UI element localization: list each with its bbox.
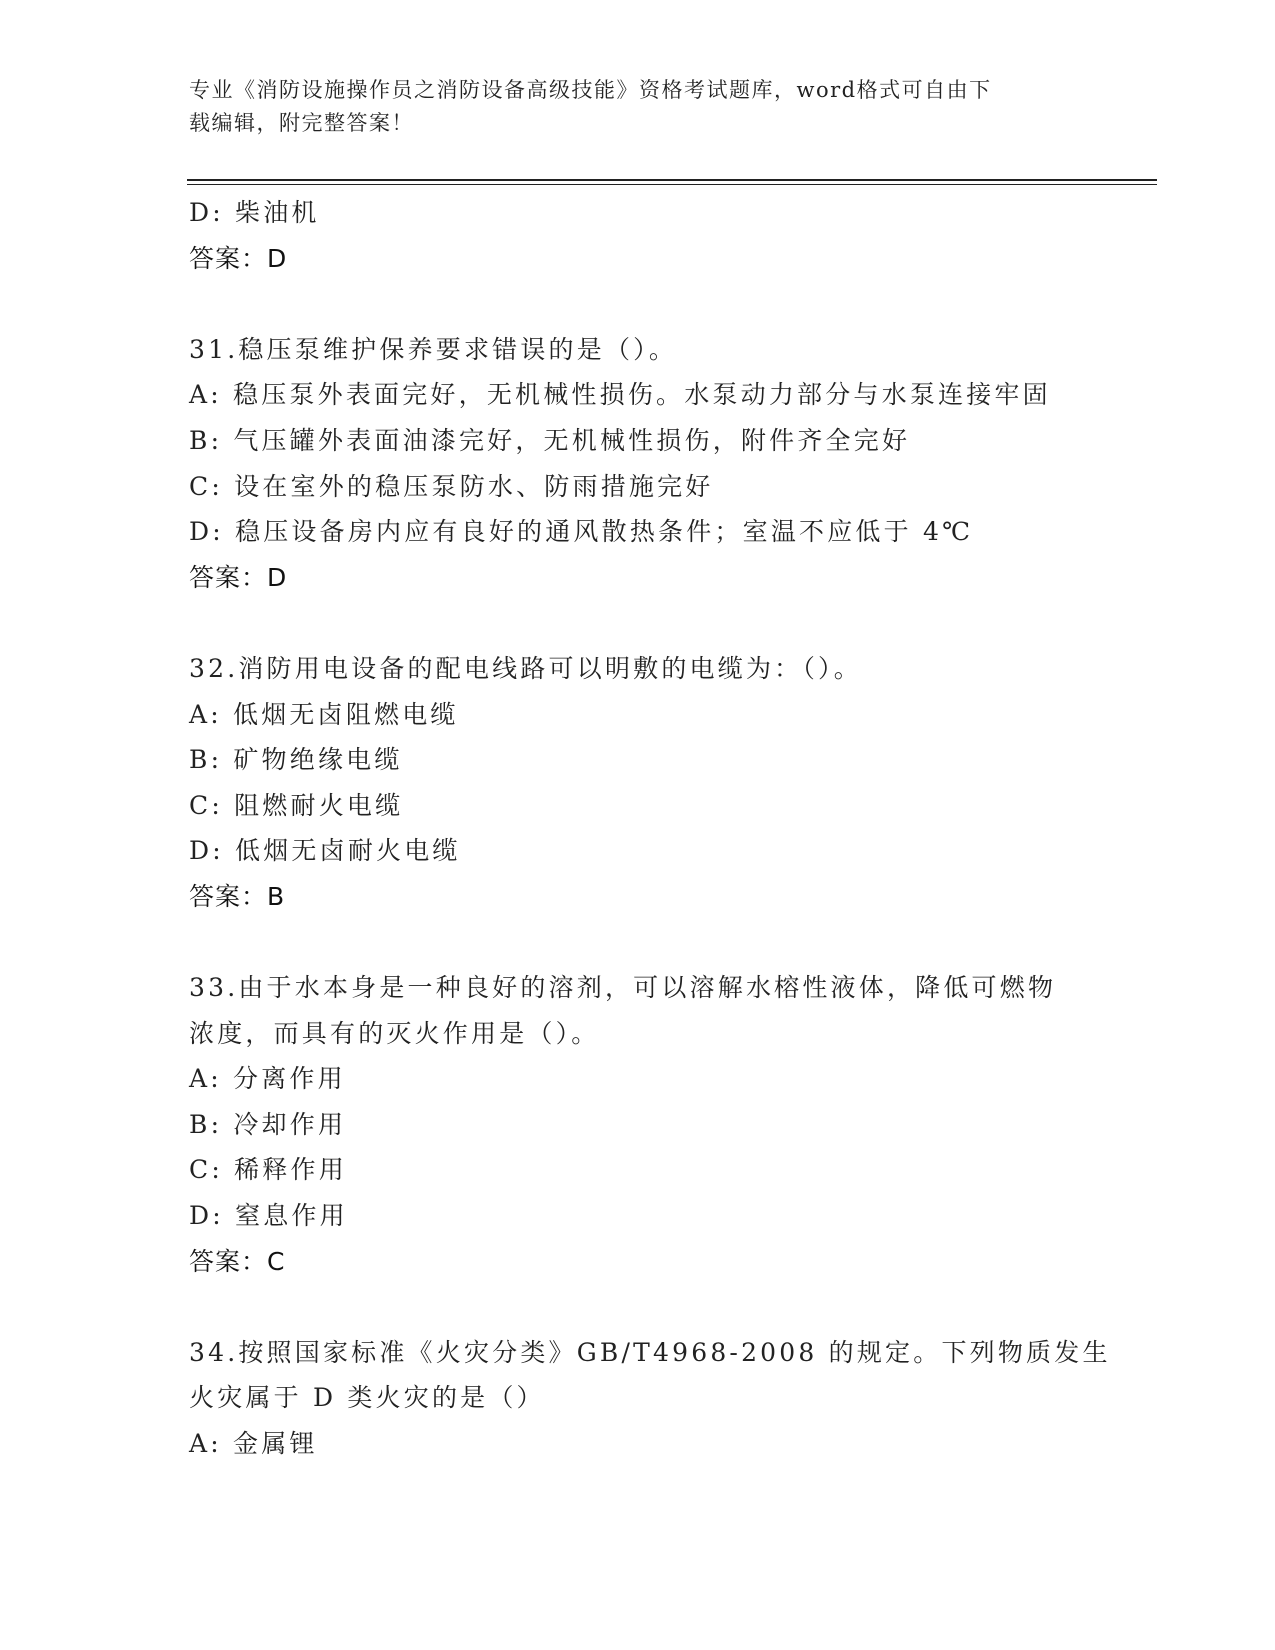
question-block-31 — [189, 327, 1089, 601]
header-line-2: 载编辑，附完整答案！ — [189, 111, 414, 135]
option-b: B: 矿物绝缘电缆 — [189, 745, 403, 775]
option-a: A: 分离作用 — [189, 1064, 346, 1094]
answer-line: 答案：D — [189, 243, 288, 273]
option-d: D: 柴油机 — [189, 198, 320, 227]
option-a: A: 低烟无卤阻燃电缆 — [189, 699, 459, 729]
option-c: C: 设在室外的稳压泵防水、防雨措施完好 — [189, 471, 714, 501]
question-block-32 — [189, 646, 1089, 920]
question-list — [189, 190, 1111, 1467]
question-stem-line-2: 火灾属于 D 类火灾的是（） — [189, 1383, 545, 1413]
spacer — [189, 920, 1089, 966]
answer-line: 答案：D — [189, 562, 288, 592]
option-d: D: 低烟无卤耐火电缆 — [189, 836, 461, 866]
option-b: B: 气压罐外表面油漆完好，无机械性损伤，附件齐全完好 — [189, 425, 911, 455]
answer-line: 答案：C — [189, 1246, 286, 1276]
question-stem: 31.稳压泵维护保养要求错误的是（）。 — [189, 334, 678, 364]
spacer — [189, 600, 1089, 646]
header-divider-thick — [187, 179, 1157, 181]
option-d: D: 稳压设备房内应有良好的通风散热条件；室温不应低于 4℃ — [189, 517, 974, 547]
option-d: D: 窒息作用 — [189, 1201, 348, 1231]
option-b: B: 冷却作用 — [189, 1109, 347, 1139]
option-a: A: 稳压泵外表面完好，无机械性损伤。水泵动力部分与水泵连接牢固 — [189, 380, 1051, 410]
question-stem: 32.消防用电设备的配电线路可以明敷的电缆为：（）。 — [189, 653, 862, 683]
answer-line: 答案：B — [189, 881, 286, 911]
question-stem-line-1: 33.由于水本身是一种良好的溶剂，可以溶解水榕性液体，降低可燃物 — [189, 973, 1057, 1003]
header-line-1: 专业《消防设施操作员之消防设备高级技能》资格考试题库，word格式可自由下 — [189, 78, 992, 102]
question-block-33 — [189, 965, 1089, 1284]
question-stem-line-1: 34.按照国家标准《火灾分类》GB/T4968-2008 的规定。下列物质发生 — [189, 1337, 1111, 1367]
question-stem-line-2: 浓度，而具有的灭火作用是（）。 — [189, 1018, 600, 1048]
spacer — [189, 1284, 1089, 1330]
question-block-34 — [189, 1330, 1111, 1467]
option-c: C: 稀释作用 — [189, 1155, 347, 1185]
document-header — [189, 74, 1069, 140]
question-block-prev — [189, 190, 1089, 281]
header-divider-thin — [187, 184, 1157, 185]
option-a: A: 金属锂 — [189, 1429, 318, 1459]
spacer — [189, 281, 1089, 327]
option-c: C: 阻燃耐火电缆 — [189, 790, 404, 820]
